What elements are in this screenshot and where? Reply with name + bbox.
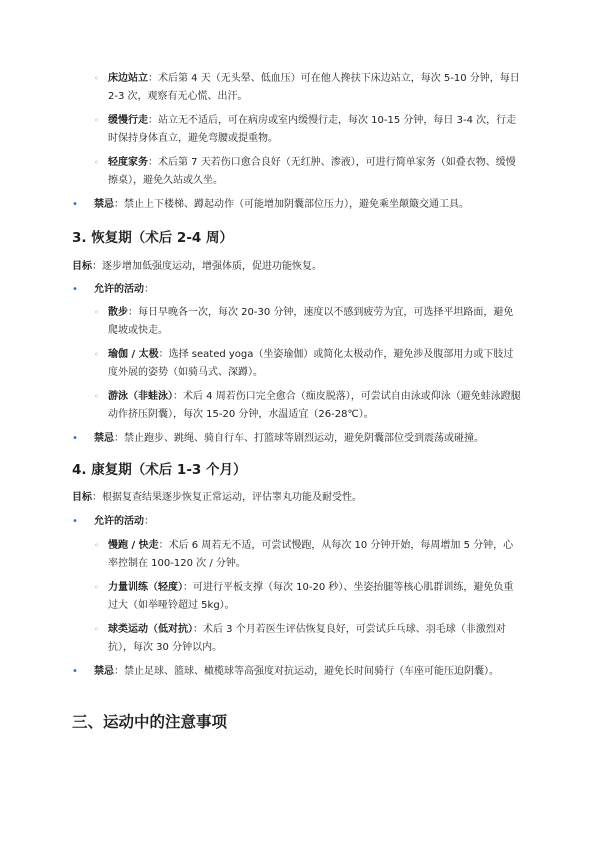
bullet: • [72,199,78,210]
goal-text: 目标：根据复查结果逐步恢复正常运动，评估睾丸功能及耐受性。 [72,492,362,503]
forbidden-item: 禁忌：禁止上下楼梯、蹲起动作（可能增加阴囊部位压力），避免乘坐颠簸交通工具。 [94,199,469,210]
list-item: 游泳（非蛙泳）：术后 4 周若伤口完全愈合（痂皮脱落），可尝试自由泳或仰泳（避免蛙泳蹬腿动作挤压阴囊），每次 15-20 分钟，水温适宜（26-28℃）。 [108,391,521,420]
bullet: • [72,284,78,295]
sub-bullet: ◦ [94,308,99,317]
goal-text: 目标：逐步增加低强度运动，增强体质，促进功能恢复。 [72,261,322,272]
section-heading: 3. 恢复期（术后 2-4 周） [72,230,234,246]
sub-bullet: ◦ [94,541,99,550]
sub-bullet: ◦ [94,350,99,359]
section-heading: 4. 康复期（术后 1-3 个月） [72,462,247,478]
allowed-label: 允许的活动： [94,516,154,527]
list-item: 瑜伽 / 太极：选择 seated yoga（坐姿瑜伽）或简化太极动作，避免涉及腹部用力或下肢过度外展的姿势（如骑马式、深蹲）。 [108,349,514,378]
bullet: • [72,516,78,527]
list-item: 轻度家务：术后第 7 天若伤口愈合良好（无红肿、渗液），可进行简单家务（如叠衣物、缓慢擦桌），避免久站或久坐。 [108,157,516,186]
sub-bullet: ◦ [94,74,99,83]
sub-bullet: ◦ [94,392,99,401]
sub-bullet: ◦ [94,583,99,592]
sub-bullet: ◦ [94,625,99,634]
list-item: 缓慢行走：站立无不适后，可在病房或室内缓慢行走，每次 10-15 分钟，每日 3-4 次，行走时保持身体直立，避免弯腰或提重物。 [108,115,517,144]
allowed-label: 允许的活动： [94,284,154,295]
sub-bullet: ◦ [94,116,99,125]
forbidden-item: 禁忌：禁止跑步、跳绳、骑自行车、打篮球等剧烈运动，避免阴囊部位受到震荡或碰撞。 [94,433,484,444]
bullet: • [72,433,78,444]
main-section-heading: 三、运动中的注意事项 [72,713,228,731]
forbidden-item: 禁忌：禁止足球、篮球、橄榄球等高强度对抗运动，避免长时间骑行（车座可能压迫阴囊）。 [94,666,499,677]
bullet: • [72,666,78,677]
list-item: 散步：每日早晚各一次，每次 20-30 分钟，速度以不感到疲劳为宜，可选择平坦路面，避免爬坡或快走。 [108,307,514,336]
list-item: 床边站立：术后第 4 天（无头晕、低血压）可在他人搀扶下床边站立，每次 5-10 分钟，每日 2-3 次，观察有无心慌、出汗。 [108,73,520,102]
list-item: 球类运动（低对抗）：术后 3 个月若医生评估恢复良好，可尝试乒乓球、羽毛球（非激烈对抗），每次 30 分钟以内。 [108,624,506,653]
list-item: 力量训练（轻度）：可进行平板支撑（每次 10-20 秒）、坐姿抬腿等核心肌群训练，避免负重过大（如举哑铃超过 5kg）。 [108,582,514,611]
list-item: 慢跑 / 快走：术后 6 周若无不适，可尝试慢跑，从每次 10 分钟开始，每周增加 5 分钟，心率控制在 100-120 次 / 分钟。 [108,540,514,569]
sub-bullet: ◦ [94,158,99,167]
